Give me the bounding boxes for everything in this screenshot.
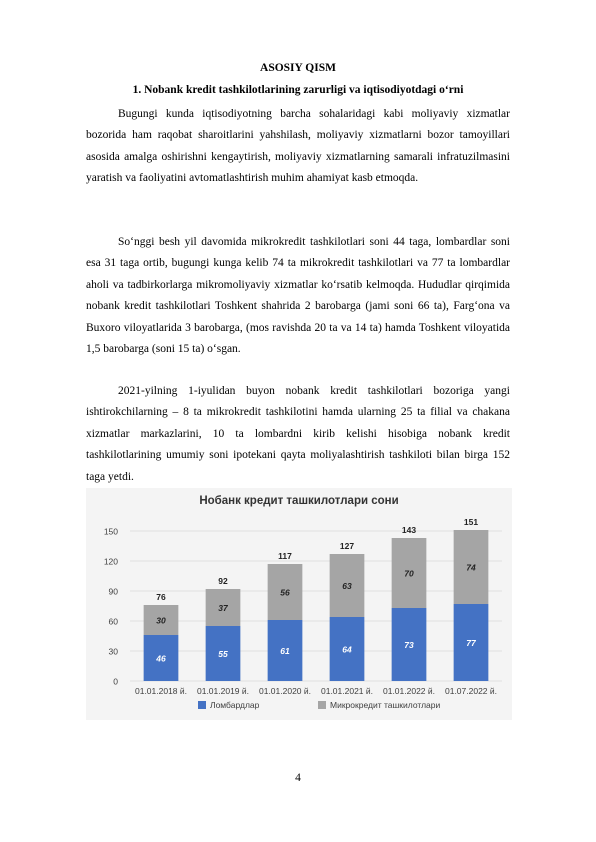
x-tick-label: 01.07.2022 й. xyxy=(444,686,498,696)
paragraph-1: Bugungi kunda iqtisodiyotning barcha sohalaridagi kabi moliyaviy xizmatlar bozorida ham raqobat sharoitlarini yahshilash, moliyaviy xizmatlarni bozor tamoyillari asosida amalga oshirishni kengaytirish, moliyaviy xizmatlarning samarali infratuzilmasini yaratish va faoliyatini avtomatlashtirish muhim ahamiyat kasb etmoqda. xyxy=(86,108,510,185)
data-label-lombard: 55 xyxy=(218,649,228,659)
data-label-lombard: 77 xyxy=(466,638,476,648)
chart-container xyxy=(86,488,512,720)
paragraph-2: So‘nggi besh yil davomida mikrokredit tashkilotlari soni 44 taga, lombardlar soni esa 31 taga ortib, bugungi kunga kelib 74 ta mikrokredit tashkilotlari va 77 ta lombardlar aholi va tadbirkorlarga mikromoliyaviy xizmatlar ko‘rsatib kelmoqda. Hududlar qirqimida nobank kredit tashkilotlari Toshkent shahrida 2 barobarga (jami soni 66 ta), Farg‘ona va Buxoro viloyatlarida 3 barobarga, (mos ravishda 20 ta va 14 ta) hamda Toshkent viloyatida 1,5 barobarga (soni 15 ta) o‘sgan. xyxy=(86,236,510,356)
legend-label-microcredit: Микрокредит ташкилотлари xyxy=(330,700,441,710)
data-label-lombard: 61 xyxy=(280,646,290,656)
x-tick-label: 01.01.2019 й. xyxy=(196,686,250,696)
legend-swatch-lombard xyxy=(198,701,206,709)
section-heading: ASOSIY QISM xyxy=(260,62,336,74)
data-label-microcredit: 70 xyxy=(404,568,414,579)
x-tick-label: 01.01.2020 й. xyxy=(258,686,312,696)
x-tick-label: 01.01.2018 й. xyxy=(134,686,188,696)
data-label-total: 92 xyxy=(218,576,228,586)
data-label-microcredit: 56 xyxy=(280,587,290,598)
y-tick-label: 60 xyxy=(108,616,118,627)
y-tick-label: 150 xyxy=(103,526,118,537)
legend-swatch-microcredit xyxy=(318,701,326,709)
subsection-heading: 1. Nobank kredit tashkilotlarining zarurligi va iqtisodiyotdagi o‘rni xyxy=(132,84,464,96)
data-label-microcredit: 37 xyxy=(218,603,228,613)
data-label-total: 117 xyxy=(278,551,292,561)
data-label-total: 143 xyxy=(401,525,417,535)
data-label-microcredit: 63 xyxy=(342,581,352,591)
stacked-bar-chart xyxy=(86,488,512,720)
x-tick-label: 01.01.2022 й. xyxy=(382,686,436,696)
y-tick-label: 90 xyxy=(108,586,118,597)
page-number: 4 xyxy=(295,772,301,784)
data-label-lombard: 73 xyxy=(404,640,414,650)
data-label-lombard: 46 xyxy=(156,653,166,664)
legend-label-lombard: Ломбардлар xyxy=(210,700,260,710)
data-label-total: 151 xyxy=(463,517,479,527)
x-tick-label: 01.01.2021 й. xyxy=(320,686,374,696)
data-label-total: 127 xyxy=(339,541,355,551)
data-label-total: 76 xyxy=(156,592,166,602)
chart-title: Нобанк кредит ташкилотлари сони xyxy=(199,495,399,507)
y-tick-label: 30 xyxy=(108,646,118,657)
data-label-microcredit: 74 xyxy=(466,562,476,573)
y-tick-label: 120 xyxy=(103,556,118,567)
paragraph-3: 2021-yilning 1-iyulidan buyon nobank kredit tashkilotlari bozoriga yangi ishtirokchilarning – 8 ta mikrokredit tashkilotini hamda ularning 25 ta filial va chakana xizmatlar markazlarini, 10 ta lombardni kirib kelishi hisobiga nobank kredit tashkilotlarining umumiy soni ipotekani qayta moliyalashtirish tashkiloti bilan birga 152 taga yetdi. xyxy=(86,385,510,483)
data-label-lombard: 64 xyxy=(342,644,352,655)
y-tick-label: 0 xyxy=(113,676,118,687)
data-label-microcredit: 30 xyxy=(156,615,166,626)
